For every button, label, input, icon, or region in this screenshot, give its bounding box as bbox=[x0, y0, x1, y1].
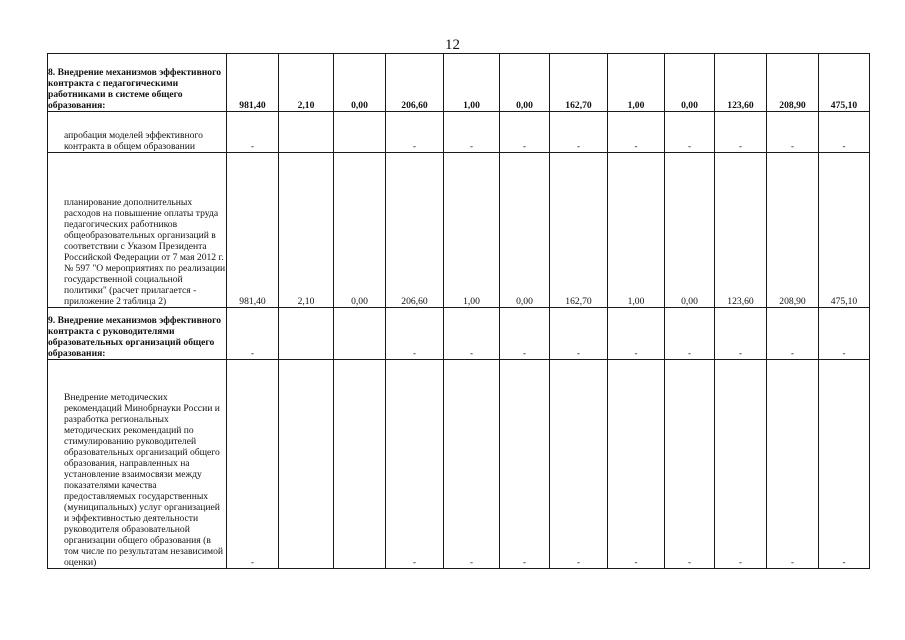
table-cell: - bbox=[819, 112, 870, 153]
table-row bbox=[48, 308, 870, 360]
table-cell: - bbox=[386, 360, 444, 569]
table-cell: 208,90 bbox=[767, 153, 819, 308]
table-cell: - bbox=[550, 308, 608, 360]
table-cell: - bbox=[665, 308, 715, 360]
budget-table bbox=[47, 53, 870, 569]
table-row bbox=[48, 360, 870, 569]
table-cell: - bbox=[715, 112, 767, 153]
row-label: апробация моделей эффективного контракта в общем образовании bbox=[48, 112, 227, 153]
table-cell: 475,10 bbox=[819, 153, 870, 308]
table-cell: - bbox=[227, 112, 279, 153]
table-cell: 981,40 bbox=[227, 153, 279, 308]
table-cell: 206,60 bbox=[386, 153, 444, 308]
row-label: 8. Внедрение механизмов эффективного контракта с педагогическими работниками в системе общего образования: bbox=[48, 54, 227, 112]
table-cell: 0,00 bbox=[334, 54, 386, 112]
table-cell: 981,40 bbox=[227, 54, 279, 112]
table-cell: 208,90 bbox=[767, 54, 819, 112]
table-cell: - bbox=[767, 360, 819, 569]
table-row bbox=[48, 153, 870, 308]
row-label: планирование дополнительных расходов на повышение оплаты труда педагогических работников общеобразовательных организаций в соответствии с Указом Президента Российской Федерации от 7 мая 2012 г. № 597 "О мероприятиях по реализации государственной социальной политики" (расчет прилагается - приложение 2 таблица 2) bbox=[48, 153, 227, 308]
table-cell: - bbox=[767, 112, 819, 153]
table-cell: - bbox=[386, 112, 444, 153]
table-cell: - bbox=[819, 360, 870, 569]
table-cell bbox=[334, 112, 386, 153]
table-cell: - bbox=[500, 360, 550, 569]
table-cell bbox=[334, 308, 386, 360]
table-cell: - bbox=[819, 308, 870, 360]
table-cell: - bbox=[444, 112, 500, 153]
page-number: 12 bbox=[445, 37, 460, 53]
table-cell: 0,00 bbox=[500, 54, 550, 112]
table-cell: - bbox=[550, 360, 608, 569]
table-cell bbox=[279, 112, 334, 153]
row-label: Внедрение методических рекомендаций Минобрнауки России и разработка региональных методических рекомендаций по стимулированию руководителей образовательных организаций общего образования, направленных на установление взаимосвязи между показателями качества предоставляемых государственных (муниципальных) услуг организацией и эффективностью деятельности руководителя образовательной организации общего образования (в том числе по результатам независимой оценки) bbox=[48, 360, 227, 569]
table-cell: - bbox=[444, 360, 500, 569]
table-cell: - bbox=[227, 308, 279, 360]
table-cell: 0,00 bbox=[334, 153, 386, 308]
table-cell: 162,70 bbox=[550, 153, 608, 308]
table-cell bbox=[279, 360, 334, 569]
table-cell: 475,10 bbox=[819, 54, 870, 112]
table-cell: 123,60 bbox=[715, 54, 767, 112]
table-cell: - bbox=[550, 112, 608, 153]
table-cell: - bbox=[767, 308, 819, 360]
table-cell: - bbox=[386, 308, 444, 360]
table-cell: - bbox=[665, 112, 715, 153]
table-cell: 1,00 bbox=[444, 54, 500, 112]
table-cell: 2,10 bbox=[279, 153, 334, 308]
table-cell: - bbox=[608, 308, 665, 360]
table-cell: - bbox=[500, 308, 550, 360]
table-cell: - bbox=[715, 308, 767, 360]
table-cell: - bbox=[608, 360, 665, 569]
table-cell: 0,00 bbox=[500, 153, 550, 308]
table-cell: 123,60 bbox=[715, 153, 767, 308]
table-row bbox=[48, 54, 870, 112]
table-cell bbox=[279, 308, 334, 360]
table-cell: 1,00 bbox=[608, 153, 665, 308]
table-row bbox=[48, 112, 870, 153]
table-cell: 206,60 bbox=[386, 54, 444, 112]
row-label: 9. Внедрение механизмов эффективного контракта с руководителями образовательных организаций общего образования: bbox=[48, 308, 227, 360]
table-cell: 0,00 bbox=[665, 54, 715, 112]
table-cell: 1,00 bbox=[444, 153, 500, 308]
table-cell: 2,10 bbox=[279, 54, 334, 112]
table-cell: - bbox=[227, 360, 279, 569]
table-cell: 0,00 bbox=[665, 153, 715, 308]
table-cell bbox=[334, 360, 386, 569]
table-cell: - bbox=[665, 360, 715, 569]
table-cell: - bbox=[608, 112, 665, 153]
table-cell: 162,70 bbox=[550, 54, 608, 112]
table-cell: - bbox=[500, 112, 550, 153]
table-cell: - bbox=[715, 360, 767, 569]
table-cell: - bbox=[444, 308, 500, 360]
table-cell: 1,00 bbox=[608, 54, 665, 112]
